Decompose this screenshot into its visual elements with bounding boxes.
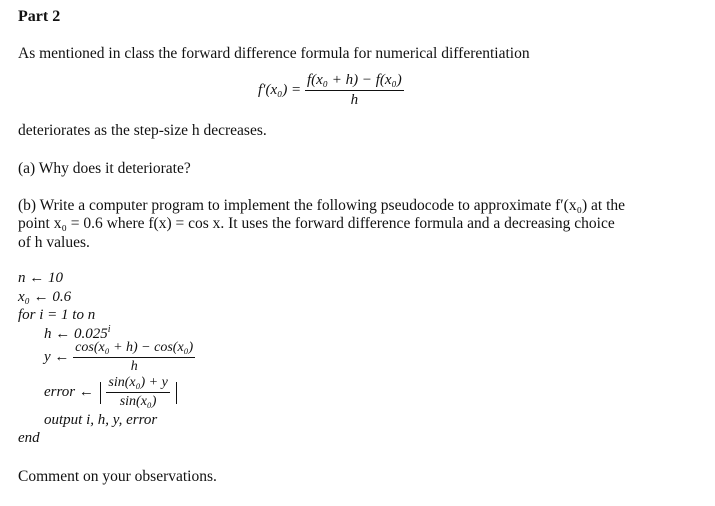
- intro-text: As mentioned in class the forward difference formula for numerical differentiation: [18, 45, 530, 62]
- after-formula-text: deteriorates as the step-size h decreases.: [18, 122, 267, 139]
- question-a: (a) Why does it deteriorate?: [18, 160, 191, 177]
- formula-numerator: f(x₀ + h) − f(x₀): [305, 72, 404, 91]
- abs-bar-right: [176, 382, 177, 404]
- pseudo-y-fraction: [73, 340, 195, 375]
- pseudo-error-denominator: sin(x₀): [119, 394, 157, 409]
- pseudo-error-numerator: sin(x₀) + y: [106, 375, 169, 393]
- question-b-line-2: point x₀ = 0.6 where f(x) = cos x. It uses the forward difference formula and a decreasing choice: [18, 215, 615, 232]
- pseudo-line-n: n ← 10: [18, 270, 63, 286]
- pseudo-line-output: output i, h, y, error: [44, 412, 158, 428]
- closing-text: Comment on your observations.: [18, 468, 217, 485]
- question-b-line-3: of h values.: [18, 234, 90, 251]
- pseudo-h-assign: h ← 0.025: [44, 326, 108, 342]
- pseudo-line-for: for i = 1 to n: [18, 307, 96, 323]
- pseudo-line-error: [44, 375, 179, 410]
- part-heading: Part 2: [18, 8, 61, 25]
- formula-lhs: f′(x₀) =: [258, 82, 302, 98]
- pseudo-y-denominator: h: [130, 359, 138, 374]
- forward-difference-formula: [258, 72, 404, 109]
- abs-bar-left: [100, 382, 101, 404]
- pseudo-error-lhs: error ←: [44, 384, 94, 400]
- pseudo-line-end: end: [18, 430, 40, 446]
- pseudo-y-lhs: y ←: [44, 349, 70, 365]
- pseudo-y-numerator: cos(x₀ + h) − cos(x₀): [73, 340, 195, 358]
- formula-denominator: h: [350, 92, 359, 108]
- pseudo-error-fraction: [106, 375, 169, 410]
- question-b-line-1: (b) Write a computer program to implement the following pseudocode to approximate f′(x₀) at the: [18, 197, 626, 214]
- pseudo-h-exponent: i: [107, 324, 111, 335]
- formula-fraction: [305, 72, 404, 109]
- pseudo-line-y: [44, 340, 195, 375]
- pseudo-line-x0: x₀ ← 0.6: [18, 289, 72, 305]
